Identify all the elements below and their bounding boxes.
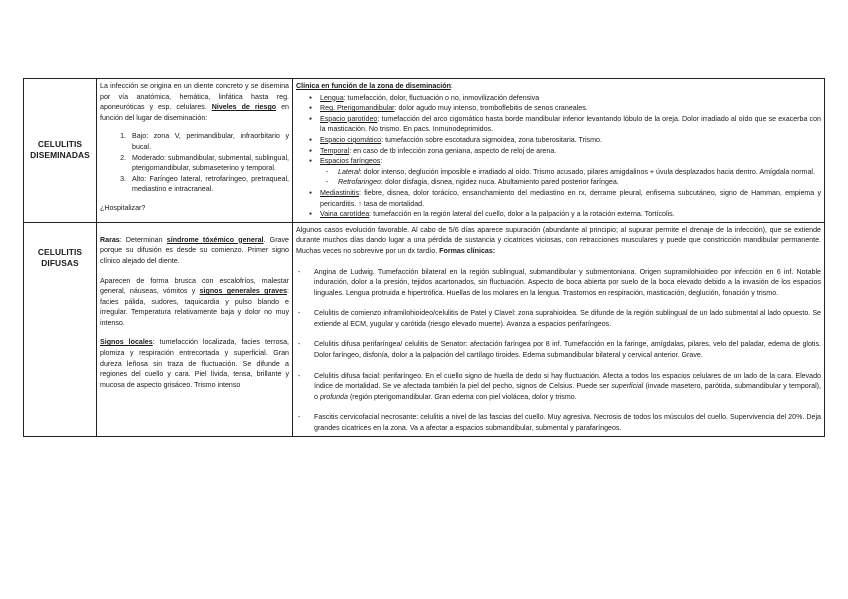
list-item: ● Lengua: tumefacción, dolor, fluctuación o no, inmovilización defensiva (320, 93, 821, 104)
general-signs-cell (97, 222, 293, 436)
rare-paragraph: Raras: Determinan síndrome tóxémico general. Grave porque su difusión es desde su comienzo. Primer signo clínico alejado del diente. (100, 235, 289, 265)
hospital-question: ¿Hospitalizar? (100, 203, 146, 212)
celulitis-table (23, 78, 825, 437)
list-item: ● Reg. Pterigomandibular: dolor agudo muy intenso, tromboflebitis de senos craneales. (320, 103, 821, 114)
onset-paragraph: Aparecen de forma brusca con escalofríos, malestar general, náuseas, vómitos y signos generales graves: facies pálida, sudores, taquicardia y pulso blando e irregular. Temperatura relativamente baja y dolor no muy intenso. (100, 276, 289, 327)
table-row-diseminadas (24, 79, 825, 223)
list-item: - Celulitis difusa perifaríngea/ celulitis de Senator: afectación faríngea por 8 inf. Tumefacción en la faringe, amígdalas, pilares, velo del paladar, edema de glotis. Dolor faríngeo, disfonía, dolor a la palpación del cartílago tiroides. Edema submandibular bilateral y cervical anterior. Grave. (314, 339, 821, 360)
list-item: ● Vaina carotídea: tumefacción en la región lateral del cuello, dolor a la palpación y a la rotación externa. Tortícolis. (320, 209, 821, 220)
risk-levels-cell (97, 79, 293, 223)
list-item: - Fascitis cervicofacial necrosante: celulitis a nivel de las fascias del cuello. Muy agresiva. Necrosis de todos los músculos del cuello. Supervivencia del 20%. Deja grandes cicatrices en la zona. Va a afectar a espacios submandibular, submental y parafaríngeos. (314, 412, 821, 433)
row-label-line: CELULITIS (37, 246, 83, 257)
pharyngeal-sublist (320, 167, 821, 188)
local-signs-paragraph: Signos locales: tumefacción localizada, facies terrosa, plomiza y respiración entrecortada y superficial. Gran dureza leñosa sin traza de fluctuación. Se difunde a regiones del cuello y cara. Piel lívida, tensa, brillante y mucosa de aspecto grisáceo. Trismo intenso (100, 338, 289, 389)
list-item: ● Temporal: en caso de tb infección zona geniana, aspecto de reloj de arena. (320, 146, 821, 157)
clinical-zones-cell (293, 79, 825, 223)
row-label-diseminadas (24, 79, 97, 223)
list-item: - Lateral: dolor intenso, deglución imposible e irradiado al oído. Trismo acusado, pilares amigdalinos + úvula desplazados hacia dentro. Amígdala normal. (334, 167, 821, 178)
row-label-line: DISEMINADAS (30, 150, 90, 161)
clinical-forms-cell (293, 222, 825, 436)
clinical-title: Clínica en función de la zona de diseminación: (296, 82, 453, 90)
list-item: - Angina de Ludwig. Tumefacción bilateral en la región sublingual, submandibular y submentoniana. Origen supramilohioideo por infección en 6 inf. Notable induración, dolor a la presión, tejidos acartonados, sin fluctuación. Aspecto de boca abierta por suelo de la boca elevado debido a la invasión de los espacios linguales. Lengua protruida e hipertrófica. Huellas de los molares en la lengua. Trastornos en respiración, masticación, deglución, fonación y trismo. (314, 267, 821, 299)
clinical-forms-list (296, 267, 821, 434)
list-item: - Retrofaringeo: dolor disfagia, disnea, rigidez nuca. Abultamiento pared posterior faríngea. (334, 177, 821, 188)
list-item: ● Espacios faríngeos: - Lateral: dolor intenso, deglución imposible e irradiado al oído. Trismo acusado, pilares amigdalinos + úvula desplazados hacia dentro. Amígdala normal. - Retrofaringeo: dolor disfagia, disnea, rigidez nuca. Abultamiento pared posterior faríngea. (320, 156, 821, 188)
list-item: 2. Moderado: submandibular, submental, sublingual, pterigomandibular, submaseterino y temporal. (128, 153, 289, 174)
list-item: 3. Alto: Faríngeo lateral, retrofaríngeo, pretraqueal, mediastino e intracraneal. (128, 174, 289, 195)
list-item: ● Espacio cigomático: tumefacción sobre escotadura sigmoidea, zona tuberositaria. Trismo. (320, 135, 821, 146)
list-item: - Celulitis de comienzo inframilohioideo/celulitis de Patel y Clavel: zona suprahioidea. Se difunde de la región sublingual de un lado submental al lado opuesto. Se extiende al ECM, yugular y carótida (riesgo elevado muerte). Avanza a espacios perifaríngeos. (314, 308, 821, 329)
list-item: ● Espacio parotídeo: tumefacción del arco cigomático hasta borde mandibular inferior levantando lóbulo de la oreja. Dolor irradiado al oído que se exacerba con la masticación. No trismo. En pacs. Inmunodeprimidos. (320, 114, 821, 135)
list-item: ● Mediastinitis: fiebre, disnea, dolor torácico, ensanchamiento del mediastino en rx, derrame pleural, enfisema subcutáneo, signo de Hamman, empiema y pericarditis. ↑ tasa de mortalidad. (320, 188, 821, 209)
row-label-line: DIFUSAS (41, 257, 79, 268)
risk-levels-list (100, 131, 289, 195)
table-row-difusas (24, 222, 825, 436)
list-item: - Celulitis difusa facial: perifaríngeo. En el cuello signo de huella de dedo si hay fluctuación. Afecta a todos los espacios celulares de un lado de la cara. Elevado índice de mortalidad. Se ve afectada también la piel del pecho, signos de Celsius. Puede ser superficial (invade masetero, parótida, submandibular y temporal), o profunda (región pterigomandibular. Gran edema con piel violácea, dolor y trismo. (314, 371, 821, 403)
intro-paragraph: La infección se origina en un diente concreto y se disemina por vía anatómica, hemática, linfática hasta reg. aponeuróticas y esp. celulares. Niveles de riesgo en función del lugar de diseminación: (100, 82, 289, 122)
list-item: 1. Bajo: zona V, perimandibular, infraorbitario y bucal. (128, 131, 289, 152)
row-label-line: CELULITIS (37, 139, 83, 150)
row-label-difusas (24, 222, 97, 436)
evolution-paragraph: Algunos casos evolución favorable. Al cabo de 5/6 días aparece supuración (abundante al principio; al supurar permite el drenaje de la infección), que se extiende durante muchos días dando lugar a una pérdida de sustancia y cicatrices viciosas, con retracciones musculares y puede que constricción mandibular permanente. Muchas veces no sobrevive por un dx tardío. Formas clínicas: (296, 225, 821, 255)
zones-list (296, 93, 821, 220)
